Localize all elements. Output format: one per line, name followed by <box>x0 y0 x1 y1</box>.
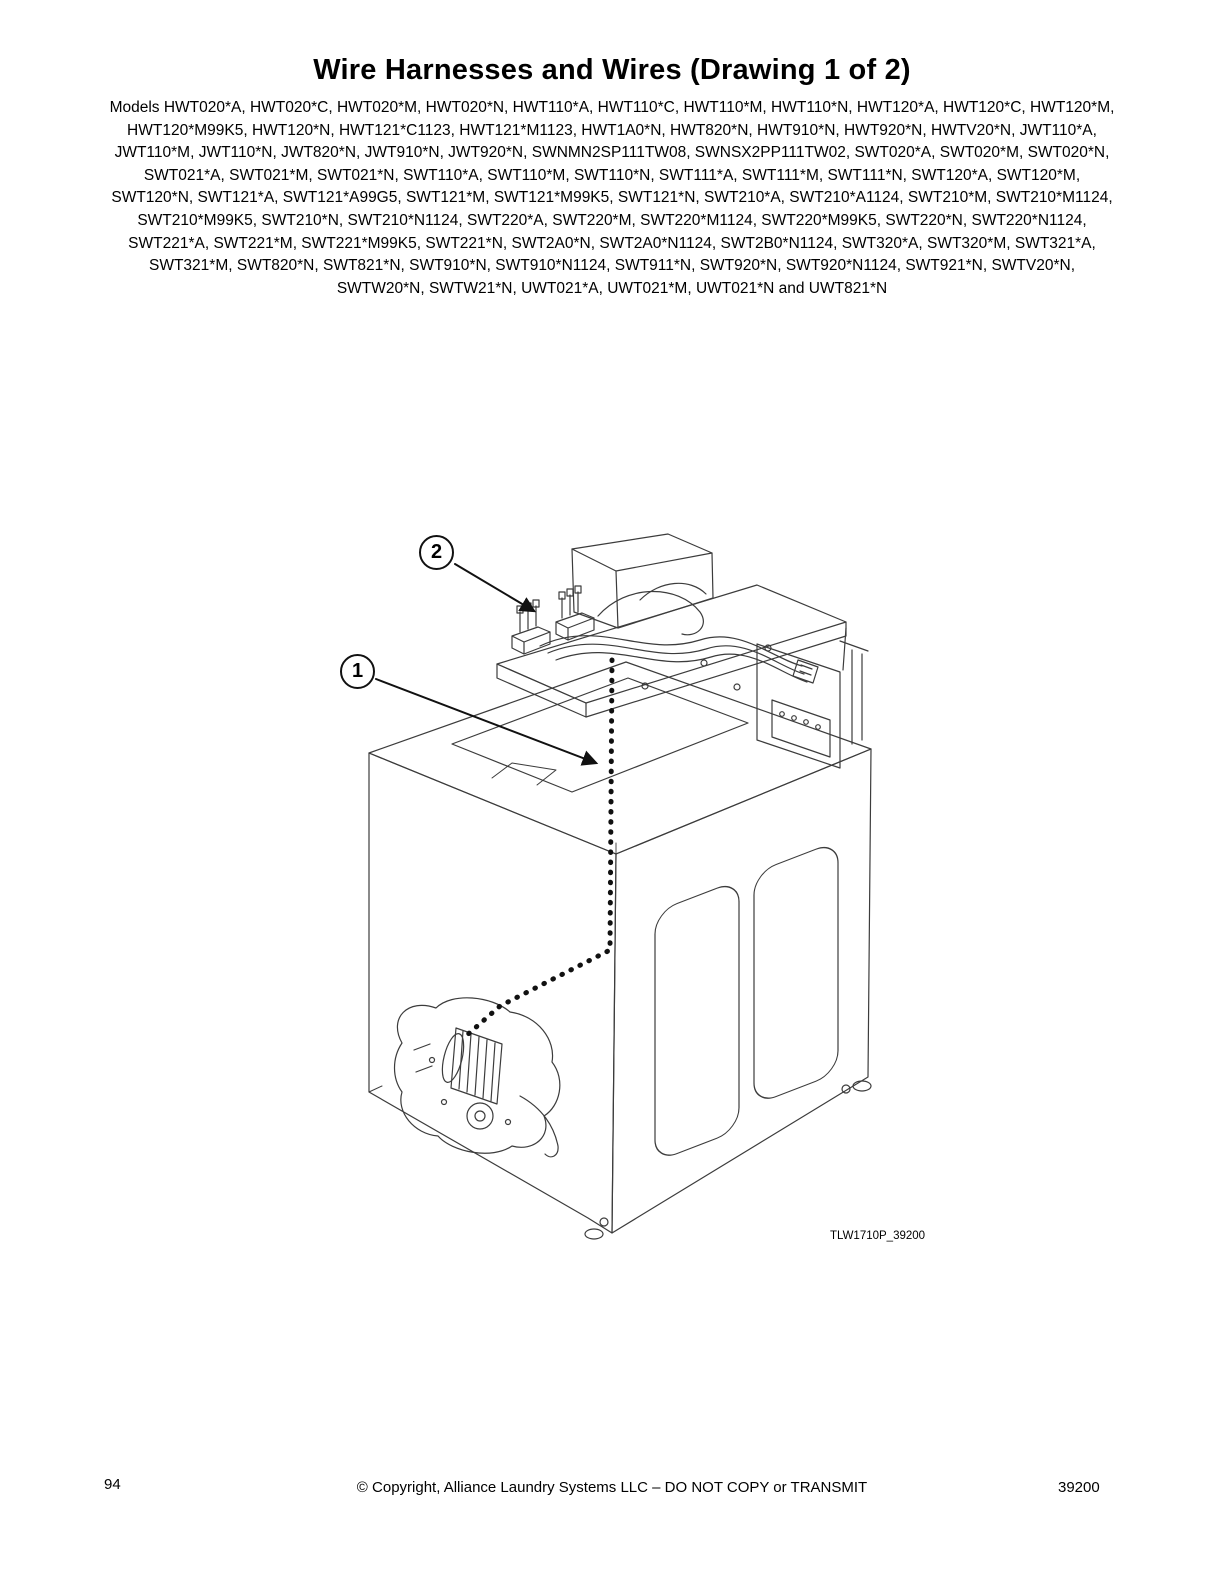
page-header <box>0 54 1224 300</box>
dotted-wire-route <box>466 660 612 1036</box>
doc-number: 39200 <box>1058 1479 1100 1496</box>
wire-harness <box>512 583 818 683</box>
models-list: Models HWT020*A, HWT020*C, HWT020*M, HWT020*N, HWT110*A, HWT110*C, HWT110*M, HWT110*N, HWT120*A, HWT120*C, HWT120*M, HWT120*M99K5, HWT120*N, HWT121*C1123, HWT121*M1123, HWT1A0*N, HWT820*N, HWT910*N, HWT920*N, HWTV20*N, JWT110*A, JWT110*M, JWT110*N, JWT820*N, JWT910*N, JWT920*N, SWNMN2SP111TW08, SWNSX2PP111TW02, SWT020*A, SWT020*M, SWT020*N, SWT021*A, SWT021*M, SWT021*N, SWT110*A, SWT110*M, SWT110*N, SWT111*A, SWT111*M, SWT111*N, SWT120*A, SWT120*M, SWT120*N, SWT121*A, SWT121*A99G5, SWT121*M, SWT121*M99K5, SWT121*N, SWT210*A, SWT210*A1124, SWT210*M, SWT210*M1124, SWT210*M99K5, SWT210*N, SWT210*N1124, SWT220*A, SWT220*M, SWT220*M1124, SWT220*M99K5, SWT220*N, SWT220*N1124, SWT221*A, SWT221*M, SWT221*M99K5, SWT221*N, SWT2A0*N, SWT2A0*N1124, SWT2B0*N1124, SWT320*A, SWT320*M, SWT321*A, SWT321*M, SWT820*N, SWT821*N, SWT910*N, SWT910*N1124, SWT911*N, SWT920*N, SWT920*N1124, SWT921*N, SWTV20*N, SWTW20*N, SWTW21*N, UWT021*A, UWT021*M, UWT021*N and UWT821*N <box>109 99 1115 297</box>
callout-1: 1 <box>340 654 375 689</box>
page-title: Wire Harnesses and Wires (Drawing 1 of 2) <box>313 54 911 86</box>
page-number: 94 <box>104 1476 121 1493</box>
callout-1-arrow <box>376 679 596 763</box>
motor-assembly <box>395 998 560 1157</box>
drawing-code: TLW1710P_39200 <box>830 1230 926 1242</box>
callout-2-arrow <box>455 564 534 611</box>
callout-2: 2 <box>419 535 454 570</box>
washer-cabinet <box>369 662 871 1239</box>
copyright-notice: © Copyright, Alliance Laundry Systems LLC – DO NOT COPY or TRANSMIT <box>356 1479 868 1496</box>
